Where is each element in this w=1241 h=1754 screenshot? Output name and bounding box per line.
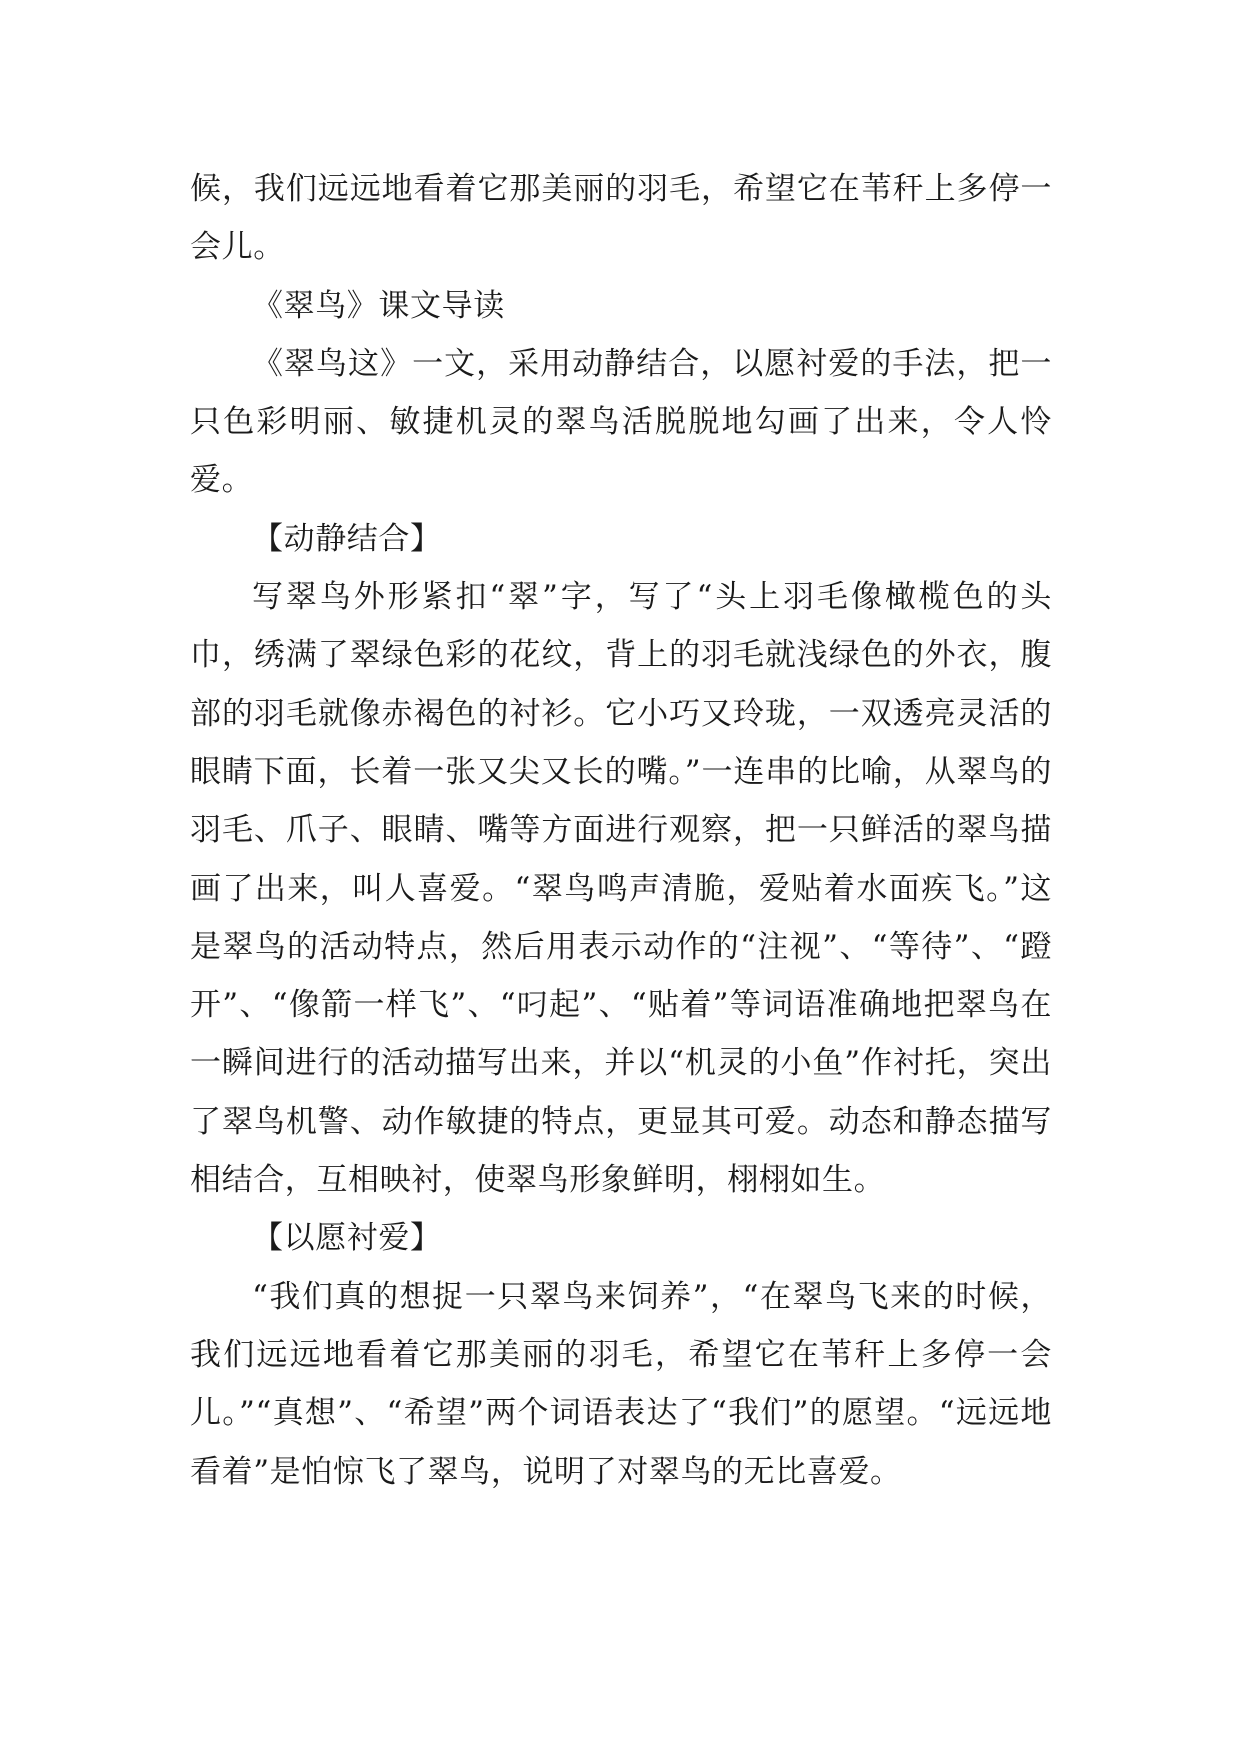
subheading-wish-love: 【以愿衬爱】 [252, 1220, 442, 1257]
document-body [190, 160, 1052, 1501]
section-heading-guide: 《翠鸟》课文导读 [252, 287, 505, 324]
wish-love-paragraph: “我们真的想捉一只翠鸟来饲养”，“在翠鸟飞来的时候，我们远远地看着它那美丽的羽毛，希望它在苇秆上多停一会儿。”“真想”、“希望”两个词语表达了“我们”的愿望。“远远地看着”是怕惊飞了翠鸟，说明了对翠鸟的无比喜爱。 [190, 1278, 1052, 1490]
intro-paragraph: 《翠鸟这》一文，采用动静结合，以愿衬爱的手法，把一只色彩明丽、敏捷机灵的翠鸟活脱脱地勾画了出来，令人怜爱。 [190, 345, 1052, 499]
subheading-motion-stillness: 【动静结合】 [252, 520, 442, 557]
motion-stillness-paragraph: 写翠鸟外形紧扣“翠”字，写了“头上羽毛像橄榄色的头巾，绣满了翠绿色彩的花纹，背上的羽毛就浅绿色的外衣，腹部的羽毛就像赤褐色的衬衫。它小巧又玲珑，一双透亮灵活的眼睛下面，长着一张又尖又长的嘴。”一连串的比喻，从翠鸟的羽毛、爪子、眼睛、嘴等方面进行观察，把一只鲜活的翠鸟描画了出来，叫人喜爱。“翠鸟鸣声清脆，爱贴着水面疾飞。”这是翠鸟的活动特点，然后用表示动作的“注视”、“等待”、“蹬开”、“像箭一样飞”、“叼起”、“贴着”等词语准确地把翠鸟在一瞬间进行的活动描写出来，并以“机灵的小鱼”作衬托，突出了翠鸟机警、动作敏捷的特点，更显其可爱。动态和静态描写相结合，互相映衬，使翠鸟形象鲜明，栩栩如生。 [190, 579, 1052, 1199]
continuation-paragraph: 候，我们远远地看着它那美丽的羽毛，希望它在苇秆上多停一会儿。 [190, 171, 1052, 266]
